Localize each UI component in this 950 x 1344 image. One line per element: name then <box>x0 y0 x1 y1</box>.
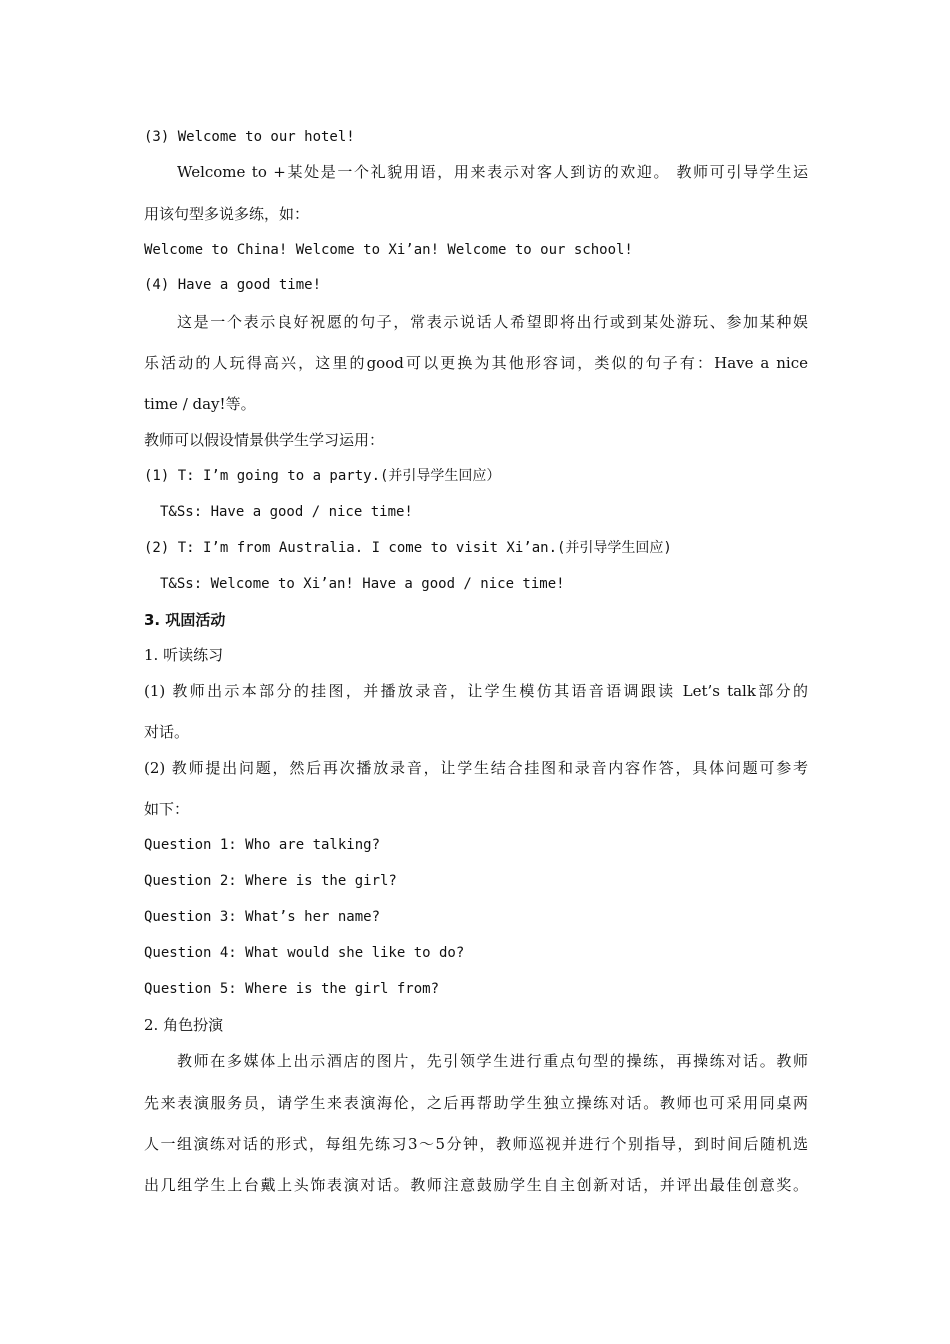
phrase4-explain-line3: time / day!等。 <box>144 395 256 413</box>
practice-item1-students: T&Ss: Have a good / nice time! <box>160 504 413 520</box>
section3-title: 3. 巩固活动 <box>144 611 226 629</box>
section3-step1-line1: (1) 教师出示本部分的挂图，并播放录音，让学生模仿其语音语调跟读 Let’s talk部分的 <box>144 682 808 700</box>
question-item: Question 3: What’s her name? <box>144 909 381 925</box>
practice-item2-teacher: (2) T: I’m from Australia. I come to visit Xi’an.(并引导学生回应) <box>144 540 672 556</box>
role-play-line2: 先来表演服务员，请学生来表演海伦，之后再帮助学生独立操练对话。教师也可采用同桌两 <box>144 1094 808 1112</box>
question-item: Question 5: Where is the girl from? <box>144 981 440 997</box>
practice-item1-teacher: (1) T: I’m going to a party.(并引导学生回应） <box>144 468 501 484</box>
phrase4-heading: (4) Have a good time! <box>144 277 322 293</box>
question-item: Question 1: Who are talking? <box>144 837 381 853</box>
phrase4-explain-line2: 乐活动的人玩得高兴，这里的good可以更换为其他形容词，类似的句子有：Have a nice <box>144 354 808 372</box>
phrase3-explain-line2: 用该句型多说多练，如： <box>144 205 310 223</box>
section3-sub1: 1. 听读练习 <box>144 646 224 664</box>
section3-step1-line2: 对话。 <box>144 723 190 741</box>
practice-item2-students: T&Ss: Welcome to Xi’an! Have a good / nice time! <box>160 576 565 592</box>
role-play-line1: 教师在多媒体上出示酒店的图片，先引领学生进行重点句型的操练，再操练对话。教师 <box>177 1052 808 1070</box>
question-item: Question 2: Where is the girl? <box>144 873 397 889</box>
phrase3-explain-line1: Welcome to +某处是一个礼貌用语，用来表示对客人到访的欢迎。 教师可引导学生运 <box>177 163 808 181</box>
section3-step2-line2: 如下： <box>144 800 190 818</box>
section3-step2-line1: (2) 教师提出问题，然后再次播放录音，让学生结合挂图和录音内容作答，具体问题可参考 <box>144 759 808 777</box>
practice-intro: 教师可以假设情景供学生学习运用： <box>144 431 385 449</box>
role-play-line4: 出几组学生上台戴上头饰表演对话。教师注意鼓励学生自主创新对话，并评出最佳创意奖。 <box>144 1176 808 1194</box>
question-item: Question 4: What would she like to do? <box>144 945 465 961</box>
phrase3-examples: Welcome to China! Welcome to Xi’an! Welcome to our school! <box>144 242 633 258</box>
role-play-line3: 人一组演练对话的形式，每组先练习3～5分钟，教师巡视并进行个别指导，到时间后随机选 <box>144 1135 808 1153</box>
section3-sub2: 2. 角色扮演 <box>144 1016 224 1034</box>
phrase4-explain-line1: 这是一个表示良好祝愿的句子，常表示说话人希望即将出行或到某处游玩、参加某种娱 <box>177 313 808 331</box>
phrase3-heading: (3) Welcome to our hotel! <box>144 129 355 145</box>
